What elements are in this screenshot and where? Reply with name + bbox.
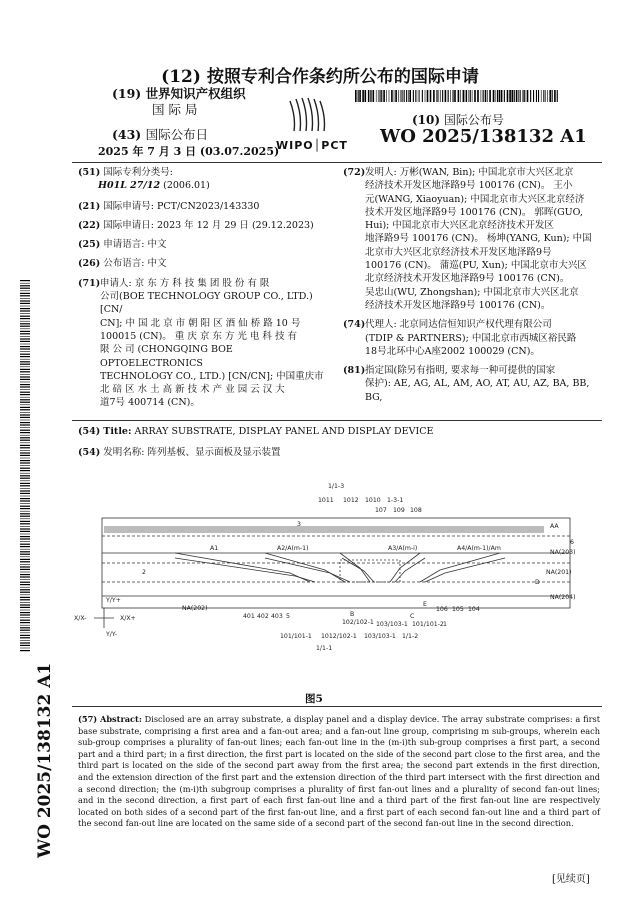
office-code: (19) (112, 86, 142, 101)
publication-date-value: 2025 年 7 月 3 日 (03.07.2025) (98, 145, 280, 158)
applicant-line: TECHNOLOGY CO., LTD.) [CN/CN]; 中国重庆市 (100, 370, 324, 382)
figure-label: 101/101-1 (280, 633, 312, 640)
header-divider (72, 162, 602, 163)
figure-label: 401 (243, 613, 255, 620)
field-74: (74) 代理人: 北京同达信恒知识产权代理有限公司 (TDIP & PARTNERS); 中国北京市西城区裕民路 18号北环中心A座2002 100029 (CN)。 (343, 319, 577, 357)
office-name (112, 86, 246, 118)
title-english: (54) Title: ARRAY SUBSTRATE, DISPLAY PANEL AND DISPLAY DEVICE (78, 426, 434, 437)
figure-label: 105 (452, 606, 464, 613)
figure-label: Y/Y- (106, 631, 118, 638)
vertical-number-text: WO 2025/138132 A1 (35, 662, 55, 858)
applicant-line: CN]; 中 国 北 京 市 朝 阳 区 酒 仙 桥 路 10 号 (100, 317, 301, 329)
figure-label: E (423, 601, 427, 608)
inventor-line: 发明人: 万彬(WAN, Bin); 中国北京市大兴区北京 (365, 167, 574, 178)
field-21: (21) 国际申请号: PCT/CN2023/143330 (78, 200, 260, 212)
applicant-line: 公司(BOE TECHNOLOGY GROUP CO., LTD.) [CN/ (100, 291, 313, 316)
figure-label: 106 (436, 606, 448, 613)
figure-label: 101/101-2 (412, 621, 444, 628)
publication-number: WO 2025/138132 A1 (380, 126, 587, 147)
abstract-text: Disclosed are an array substrate, a display panel and a display device. The array substrate comprises: a first base substrate, comprising a first area and a fan-out area; and a fan-out line group, comprising m sub-groups, wherein each sub-group comprises a plurality of fan-out lines; each fan-out line in the (m-i)th sub-group comprises a first part, a second part and a third part; in a first direction, the first part is located on the side of the second part close to the first area, and the third part is located on the side of the second part away from the first area; the second part extends in the first direction, and the extension direction of the first part and the extension direction of the third part intersect with the first direction and a second direction; the (m-i)th subgroup comprises a plurality of first fan-out lines and a plurality of second fan-out lines; and in the second direction, a first part of each first fan-out line and a third part of the first fan-out line are respectively located on both sides of a second part of the first fan-out line, and a first part of each second fan-out line and a third part of the second fan-out line are located on the same side of a second part of the second fan-out line in the second direction. (78, 714, 600, 829)
figure-label: B (350, 611, 355, 618)
bibliographic-left-column (78, 166, 338, 410)
figure-label: 104 (468, 606, 480, 613)
field-26: (26) 公布语言: 中文 (78, 258, 167, 270)
figure-label: 103/103-1 (364, 633, 396, 640)
pubno-code: (10) (412, 113, 441, 127)
figure-label: 403 (271, 613, 283, 620)
continued-note: [见续页] (552, 874, 590, 885)
field-72: (72) 发明人: 万彬(WAN, Bin); 中国北京市大兴区北京 经济技术开发区地泽路9号 100176 (CN)。 王小 元(WANG, Xiaoyuan); 中国北京市大兴区北京经济 技术开发区地泽路9号 100176 (CN)。 郭晖(GUO, Hui); 中国北京市大兴区北京经济技术开发区 地泽路9号 100176 (CN)。 杨坤(YANG, Kun); 中国 北京市大兴区北京经济技术开发区地泽路9号 100176 (CN)。 蒲巡(PU, Xun); 中国北京市大兴区 北京经济技术开发区地泽路9号 100176 (CN)。 吴忠山(WU, Zhongshan); 中国北京市大兴区北京 经济技术开发区地泽路9号 100176 (CN)。 (343, 167, 592, 311)
inventor-line: Hui); 中国北京市大兴区北京经济技术开发区 (365, 220, 554, 232)
figure-label: 5 (286, 613, 290, 620)
figure-label: A1 (210, 545, 219, 552)
barcode-icon (355, 90, 558, 102)
wipo-logo (276, 95, 348, 152)
document-title: (12) 按照专利合作条约所公布的国际申请 (161, 67, 479, 87)
wipo-pct-text: WIPO│PCT (276, 139, 348, 152)
figure-label: 1/1-3 (328, 483, 345, 490)
field-51-value: H01L 27/12 (2006.01) (98, 180, 210, 192)
figure-label: X/X+ (120, 615, 136, 622)
inventor-line: 北京市大兴区北京经济技术开发区地泽路9号 (365, 246, 552, 258)
agent-line: 18号北环中心A座2002 100029 (CN)。 (365, 345, 540, 357)
figure-label: 402 (257, 613, 269, 620)
figure-label: 107 (375, 507, 387, 514)
figure-label: A2/A(m-1) (277, 545, 309, 552)
inventor-line: 经济技术开发区地泽路9号 100176 (CN)。 (365, 299, 551, 311)
applicant-line: 道7号 400714 (CN)。 (100, 397, 200, 409)
designated-line: 指定国(除另有指明, 要求每一种可提供的国家 (365, 365, 556, 377)
figure-label: 103/103-1 (376, 621, 408, 628)
wipo-emblem-icon (276, 95, 342, 135)
figure-label: 1010 (365, 497, 381, 504)
inventor-line: 技术开发区地泽路9号 100176 (CN)。 郭晖(GUO, (365, 206, 583, 218)
figure-label: AA (550, 523, 559, 530)
figure-label: 108 (410, 507, 422, 514)
inventor-line: 吴忠山(WU, Zhongshan); 中国北京市大兴区北京 (365, 286, 579, 298)
figure-label: D (535, 579, 540, 586)
field-71: (71) 申请人: 京 东 方 科 技 集 团 股 份 有 限 公司(BOE TECHNOLOGY GROUP CO., LTD.) [CN/ CN]; 中 国 北 京 市 朝 阳 区 酒 仙 桥 路 10 号 100015 (CN)。 重 庆 京 东 方 光 电 科 技 有 限 公 司 (CHONGQING BOE OPTOELECTRONICS TECHNOLOGY CO., LTD.) [CN/CN]; 中国重庆市 北 碚 区 水 土 高 新 技 术 产 业 园 云 汉 大 道7号 400714 (CN)。 (78, 277, 338, 410)
figure-label: 1/1-2 (402, 633, 419, 640)
section-divider (72, 420, 602, 421)
agent-line: (TDIP & PARTNERS); 中国北京市西城区裕民路 (365, 332, 577, 344)
figure-label: 1/1-1 (316, 645, 333, 652)
figure-label: NA(203) (550, 549, 576, 556)
applicant-line: 限 公 司 (CHONGQING BOE OPTOELECTRONICS (100, 344, 233, 369)
figure-label: 1-3-1 (387, 497, 404, 504)
abstract: (57) Abstract: Disclosed are an array substrate, a display panel and a display device. The array substrate comprises: a first base substrate, comprising a first area and a fan-out area; and a fan-out line group, comprising m sub-groups, wherein each sub-group comprises a plurality of fan-out lines; each fan-out line in the (m-i)th sub-group comprises a first part, a second part and a third part; in a first direction, the first part is located on the side of the second part close to the first area, and the third part is located on the side of the second part away from the first area; the second part extends in the first direction, and the extension direction of the first part and the extension direction of the third part intersect with the first direction and a second direction; the (m-i)th subgroup comprises a plurality of first fan-out lines and a plurality of second fan-out lines; and in the second direction, a first part of each first fan-out line and a third part of the first fan-out line are respectively located on both sides of a second part of the first fan-out line, and a first part of each second fan-out line and a third part of the second fan-out line are located on the same side of a second part of the second fan-out line in the second direction. (78, 714, 600, 829)
figure-label: 109 (393, 507, 405, 514)
figure-label: NA(201) (546, 569, 572, 576)
applicant-line: 100015 (CN)。 重 庆 京 东 方 光 电 科 技 有 (100, 330, 297, 342)
inventor-line: 北京经济技术开发区地泽路9号 100176 (CN)。 (365, 273, 570, 285)
figure-label: A3/A(m-i) (388, 545, 418, 552)
agent-line: 代理人: 北京同达信恒知识产权代理有限公司 (365, 319, 552, 331)
title-chinese: (54) 发明名称: 阵列基板、显示面板及显示装置 (78, 447, 281, 458)
figure-label: 1011 (318, 497, 334, 504)
pubdate-code: (43) (112, 127, 142, 142)
bibliographic-right-column (343, 166, 598, 404)
publication-date-label (112, 125, 208, 143)
office-label: 世界知识产权组织 (145, 86, 246, 101)
designated-line: 保护): AE, AG, AL, AM, AO, AT, AU, AZ, BA, BB, BG, (365, 378, 590, 403)
abstract-divider (72, 706, 602, 707)
figure-label: 6 (570, 539, 574, 546)
field-22: (22) 国际申请日: 2023 年 12 月 29 日 (29.12.2023) (78, 219, 314, 231)
figure-label: X/X- (74, 615, 87, 622)
pubno-label: 国际公布号 (443, 113, 504, 127)
figure-label: 3 (297, 521, 301, 528)
figure-label: 2 (142, 569, 146, 576)
applicant-line: 北 碚 区 水 土 高 新 技 术 产 业 园 云 汉 大 (100, 384, 285, 396)
figure-label: NA(204) (550, 594, 576, 601)
figure-label: 1012 (343, 497, 359, 504)
inventor-line: 元(WANG, Xiaoyuan); 中国北京市大兴区北京经济 (365, 193, 585, 205)
figure-caption: 图5 (305, 693, 323, 705)
figure-label: NA(202) (182, 605, 208, 612)
figure-label: 1012/102-1 (321, 633, 357, 640)
figure-label: 1 (443, 621, 447, 628)
pubdate-label: 国际公布日 (145, 127, 209, 142)
figure-label: Y/Y+ (106, 597, 121, 604)
patent-figure (74, 478, 600, 683)
figure-label: C (410, 613, 415, 620)
figure-label: A4/A(m-1)/Am (457, 545, 501, 552)
inventor-line: 经济技术开发区地泽路9号 100176 (CN)。 王小 (365, 180, 573, 192)
vertical-barcode-icon (20, 280, 30, 650)
vertical-publication-number (22, 650, 62, 860)
field-51: (51) 国际专利分类号: (78, 167, 173, 178)
field-81: (81) 指定国(除另有指明, 要求每一种可提供的国家 保护): AE, AG, AL, AM, AO, AT, AU, AZ, BA, BB, BG, (343, 364, 598, 404)
inventor-line: 地泽路9号 100176 (CN)。 杨坤(YANG, Kun); 中国 (365, 233, 592, 245)
applicant-line: 申请人: 京 东 方 科 技 集 团 股 份 有 限 (100, 277, 270, 289)
inventor-line: 100176 (CN)。 蒲巡(PU, Xun); 中国北京市大兴区 (365, 260, 587, 272)
figure-label: 102/102-1 (342, 619, 374, 626)
office-sub-label: 国 际 局 (152, 102, 198, 117)
field-25: (25) 申请语言: 中文 (78, 239, 167, 251)
